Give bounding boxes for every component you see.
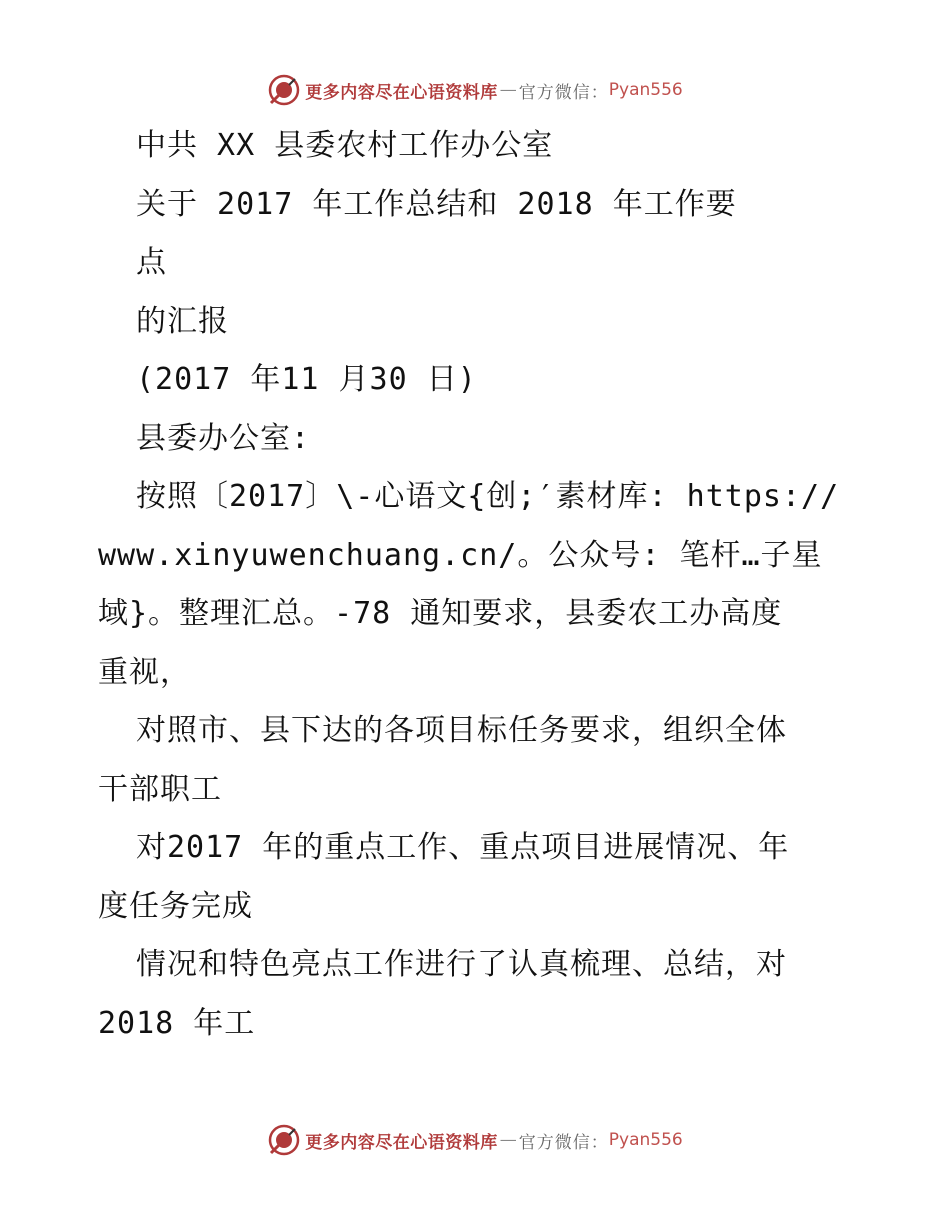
footer-watermark — [0, 1120, 950, 1160]
doc-paragraph-line: 度任务完成 — [98, 888, 253, 924]
doc-title-line-3: 点 — [136, 245, 167, 280]
doc-title-line-1: 中共 XX 县委农村工作办公室 — [136, 128, 554, 163]
watermark-dash: — — [499, 80, 517, 100]
pen-logo-icon — [267, 1123, 301, 1157]
doc-paragraph-line: 情况和特色亮点工作进行了认真梳理、总结，对 — [136, 947, 787, 982]
watermark-brand: 更多内容尽在心语资料库 — [305, 1132, 498, 1153]
doc-title-line-4: 的汇报 — [136, 303, 229, 339]
doc-salutation: 县委办公室: — [136, 420, 311, 456]
document-body — [98, 117, 858, 1053]
watermark-official-label: 官方微信： — [518, 1132, 609, 1153]
watermark-account: Pyan556 — [608, 80, 683, 100]
doc-paragraph-line: 对照市、县下达的各项目标任务要求，组织全体 — [136, 713, 787, 748]
watermark-brand: 更多内容尽在心语资料库 — [305, 82, 498, 103]
watermark-account: Pyan556 — [608, 1130, 683, 1150]
header-watermark — [0, 70, 950, 110]
doc-paragraph-line: 2018 年工 — [98, 1005, 256, 1041]
doc-paragraph-line: 域}。整理汇总。-78 通知要求，县委农工办高度 — [98, 596, 783, 631]
doc-paragraph-line: 对2017 年的重点工作、重点项目进展情况、年 — [136, 830, 790, 865]
doc-paragraph-line: 重视， — [98, 654, 191, 690]
watermark-dash: — — [499, 1130, 517, 1150]
doc-date: (2017 年11 月30 日) — [136, 362, 477, 397]
doc-paragraph-line: www.xinyuwenchuang.cn/。公众号: 笔杆…子星 — [98, 537, 823, 573]
doc-paragraph-line: 按照〔2017〕\-心语文{创;′素材库: https:// — [136, 479, 840, 514]
doc-title-line-2: 关于 2017 年工作总结和 2018 年工作要 — [136, 186, 737, 222]
watermark-official-label: 官方微信： — [518, 82, 609, 103]
doc-paragraph-line: 干部职工 — [98, 771, 222, 807]
pen-logo-icon — [267, 73, 301, 107]
